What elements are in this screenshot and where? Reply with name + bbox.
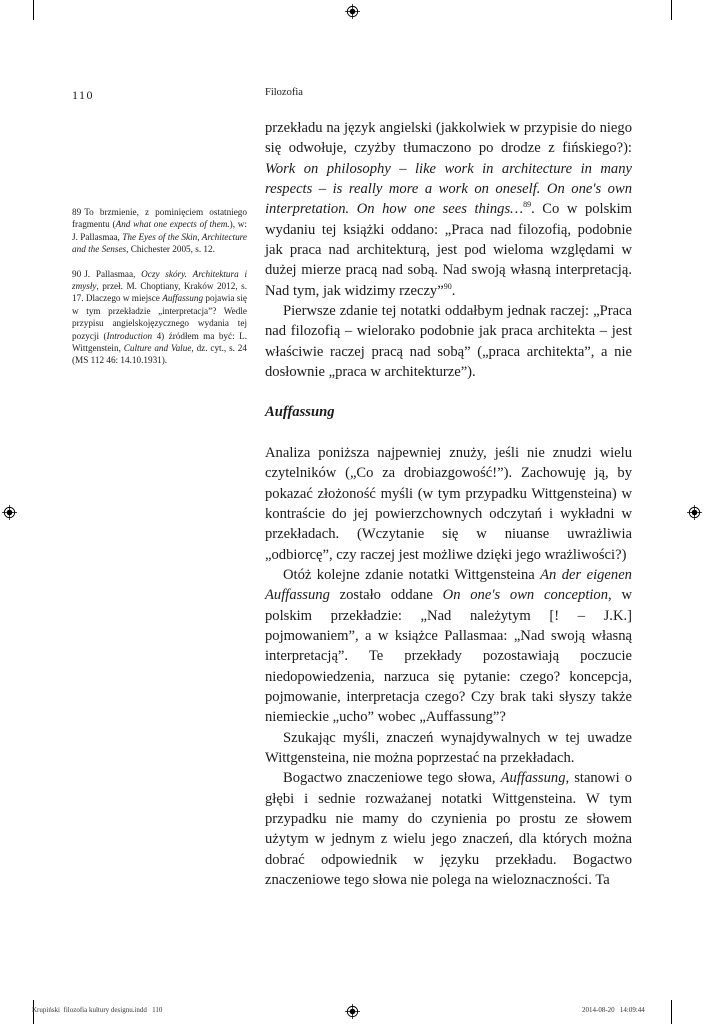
paragraph: Szukając myśli, znaczeń wynajdywalnych w tej uwadze Wittgensteina, nie można poprzestać na przekładach. bbox=[265, 729, 632, 766]
crop-mark bbox=[671, 0, 672, 20]
page-number: 110 bbox=[72, 88, 95, 102]
text-run: , w polskim przekładzie: „Nad należytym [! – J.K.] pojmowaniem”, a w książce Pallasmaa: „Nad swoją własną interpretacją”. Te przekłady pozostawiają poczucie niedopowiedzenia, narzuca się pytanie: czego? koncepcja, pojmowanie, interpretacja czego? Czy brak taki słyszy także niemieckie „ucho” wobec „Auffassung”? bbox=[265, 587, 632, 726]
footnote-text: J. Pallasmaa, bbox=[84, 268, 142, 279]
text-run: , stanowi o głębi i sednie rozważanej notatki Wittgensteina. W tym przypadku nie mamy do czynienia po prostu ze słowem użytym w jednym z wielu jego znaczeń, dla których można dobrać odpowiednik w języku przekładu. Bogactwo znaczeniowe tego słowa nie polega na wieloznaczności. Ta bbox=[265, 770, 632, 889]
running-head: Filozofia bbox=[265, 87, 303, 98]
italic-term: On one's own conception bbox=[442, 587, 609, 604]
text-run: zostało oddane bbox=[329, 587, 443, 604]
footnote-italic: Auffassung bbox=[162, 293, 204, 304]
slug-timestamp: 2014-08-20 14:09:44 bbox=[582, 1006, 645, 1014]
footnote-text: , Chichester 2005, s. 12. bbox=[126, 244, 215, 255]
footnote-text: , przeł. M. Choptiany, Kraków 2012, s. 17. Dlaczego w miejsce bbox=[72, 281, 247, 304]
text-run: . bbox=[451, 282, 456, 299]
text-run: przekładu na język angielski (jakkolwiek w przypisie do niego się odwołuje, czyżby tłumaczono po drodze z fińskiego?): bbox=[265, 120, 632, 157]
footnote-number: 90 bbox=[72, 268, 82, 279]
footnote-number: 89 bbox=[72, 207, 82, 217]
paragraph bbox=[265, 565, 632, 728]
footnote-ref: 89 bbox=[523, 200, 532, 210]
footnote bbox=[72, 206, 247, 256]
text-run: Otóż kolejne zdanie notatki Wittgensteina bbox=[283, 566, 541, 583]
footnote-text: To brzmienie, z pominięciem ostatniego fragmentu ( bbox=[72, 207, 247, 230]
footnotes-column bbox=[72, 206, 247, 379]
registration-mark-icon bbox=[345, 4, 360, 19]
footnote-ref: 90 bbox=[443, 281, 452, 291]
footnote-italic: The Eyes of the Skin, Architecture and the Senses bbox=[72, 231, 247, 255]
section-heading: Auffassung bbox=[265, 404, 335, 421]
paragraph bbox=[265, 768, 632, 890]
paragraph: Analiza poniższa najpewniej znuży, jeśli nie znudzi wielu czytelników („Co za drobiazgowość!”). Zachowuję ją, by pokazać złożoność myśli (w tym przypadku Wittgensteina) w kontraście do jej powierzchownych odczytań i wykładni w przekładach. (Wczytanie się w niuanse uwrażliwia „odbiorcę”, czy raczej jest możliwe dzięki jego wrażliwości?) bbox=[265, 444, 632, 563]
slug-filename: Krupiński filozofia kultury designu.indd 110 bbox=[32, 1006, 163, 1014]
italic-quote: Work on philosophy – like work in architecture in many respects – is really more a work on oneself. On one's own interpretation. On how one sees things… bbox=[265, 160, 632, 218]
footnote-italic: And what one expects of them. bbox=[115, 219, 230, 230]
registration-mark-icon bbox=[687, 505, 702, 520]
registration-mark-icon bbox=[2, 505, 17, 520]
main-text-column bbox=[265, 118, 632, 890]
italic-term: Auffassung bbox=[500, 770, 566, 787]
footnote bbox=[72, 268, 247, 367]
crop-mark bbox=[33, 0, 34, 20]
footnote-text: ), w: J. Pallasmaa, bbox=[72, 219, 247, 242]
footnote-italic: Culture and Value bbox=[123, 343, 192, 354]
registration-mark-icon bbox=[345, 1004, 360, 1019]
footnote-text: pojawia się w tym przekładzie „interpretacja”? Wedle przypisu angielskojęzycznego wydania tej pozycji ( bbox=[72, 293, 247, 341]
italic-term: An der eigenen Auffassung bbox=[265, 566, 632, 604]
text-run: Bogactwo znaczeniowe tego słowa, bbox=[283, 770, 501, 787]
crop-mark bbox=[671, 1000, 672, 1024]
footnote-italic: Oczy skóry. Architektura i zmysły bbox=[72, 268, 247, 292]
text-run: . Co w polskim wydaniu tej książki oddano: „Praca nad filozofią, podobnie jak praca nad architekturą, jest pod wieloma względami w dużej mierze pracą nad sobą. Nad swoją własną interpretacją. Nad tym, jak widzimy rzeczy” bbox=[265, 201, 632, 299]
footnote-text: , dz. cyt., s. 24 (MS 112 46: 14.10.1931). bbox=[72, 343, 247, 366]
footnote-italic: Introduction bbox=[106, 330, 153, 341]
paragraph: Pierwsze zdanie tej notatki oddałbym jednak raczej: „Praca nad filozofią – wielorako podobnie jak praca architekta – jest właściwie raczej pracą nad sobą” („praca architekta”, a nie dosłownie „praca w architekturze”). bbox=[265, 303, 632, 381]
paragraph bbox=[265, 118, 632, 301]
footnote-text: 4) źródłem ma być: L. Wittgenstein, bbox=[72, 330, 247, 354]
